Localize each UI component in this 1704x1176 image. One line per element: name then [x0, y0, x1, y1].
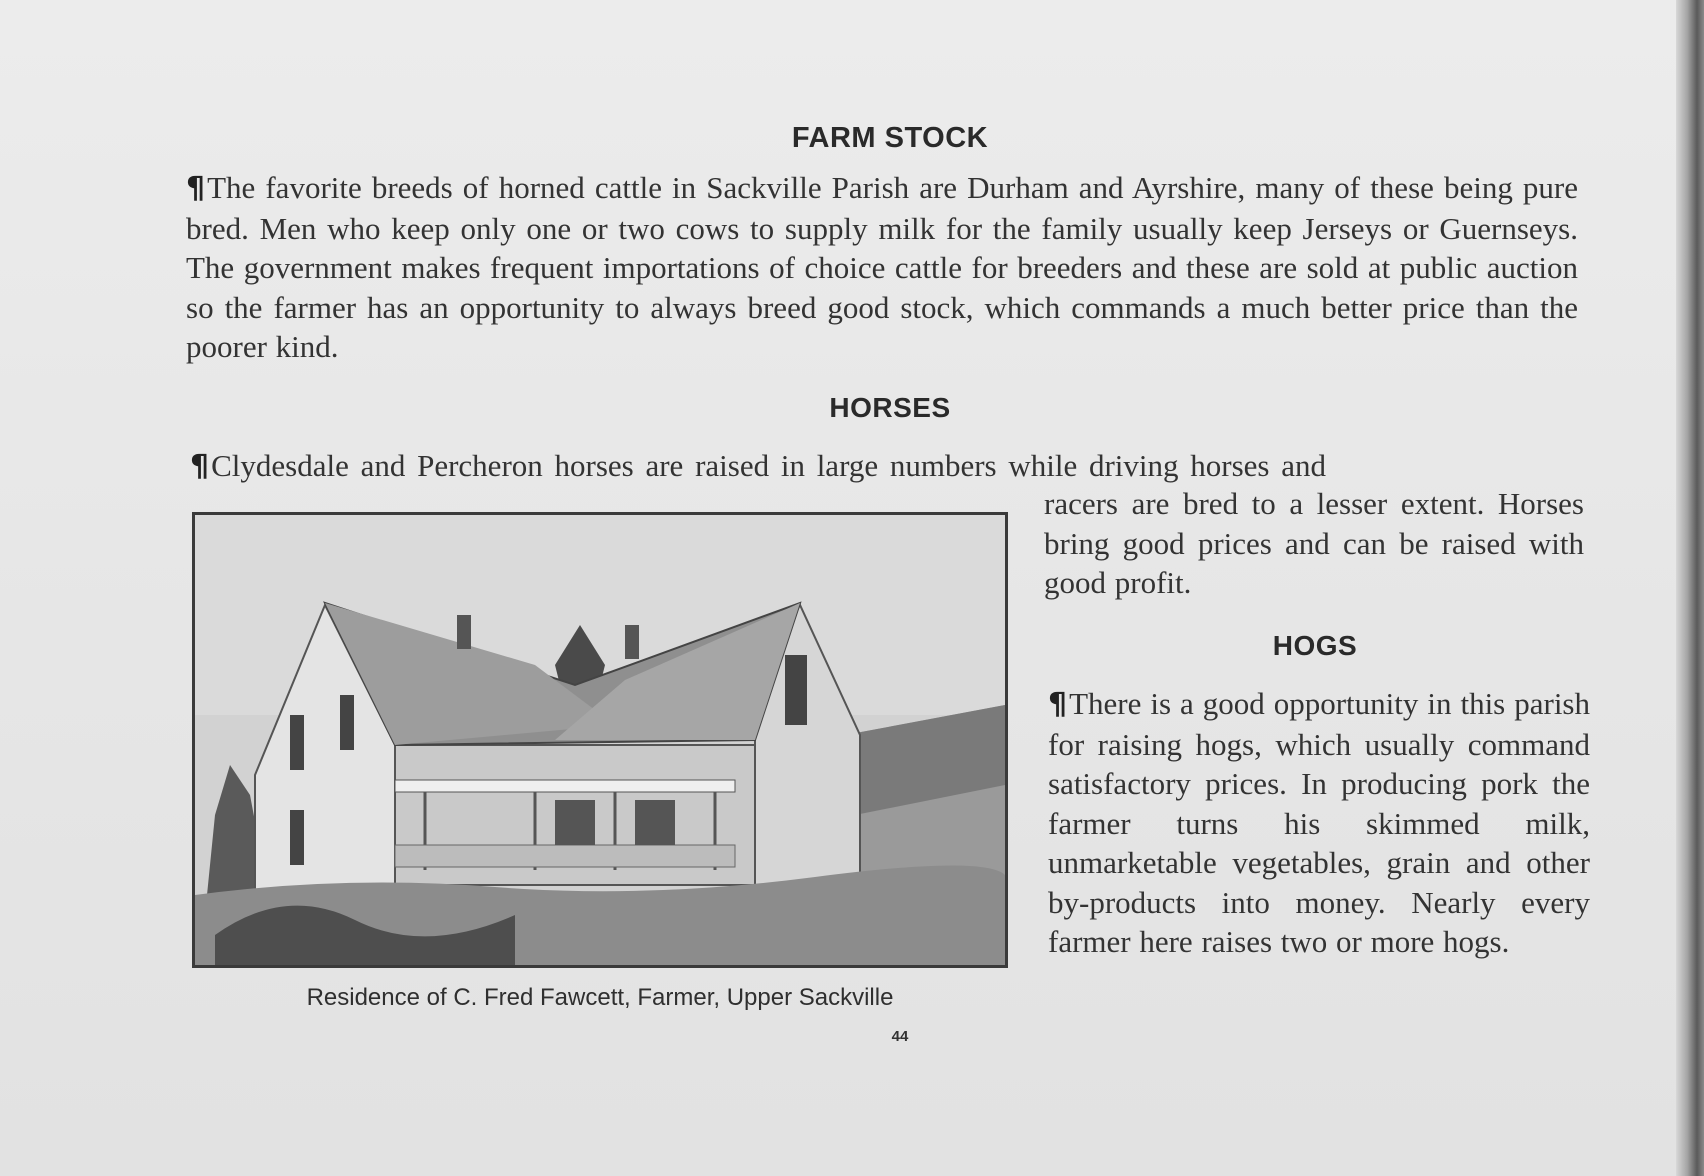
farmhouse-icon — [195, 515, 1005, 965]
farm-stock-heading: FARM STOCK — [791, 122, 989, 154]
hogs-heading: HOGS — [1272, 630, 1358, 661]
horses-paragraph-rest: racers are bred to a lesser extent. Horses bring good prices and can be raised with good profit. — [1044, 486, 1584, 600]
farmhouse-photo — [192, 512, 1008, 968]
hogs-paragraph — [1048, 684, 1590, 962]
pilcrow-icon: ¶ — [186, 171, 206, 206]
pilcrow-icon: ¶ — [1048, 687, 1068, 722]
farm-stock-text: The favorite breeds of horned cattle in Sackville Parish are Durham and Ayrshire, many of these being pure bred. Men who keep only one or two cows to supply milk for the family usually keep Jerseys or Guernseys. The government makes frequent importations of choice cattle for breeders and these are sold at public auction so the farmer has an opportunity to always breed good stock, which commands a much better price than the poorer kind. — [186, 170, 1578, 364]
horses-heading: HORSES — [829, 392, 951, 423]
page-edge-shadow — [1676, 0, 1704, 1176]
page-number: 44 — [891, 1028, 909, 1045]
horses-first-line — [190, 446, 1582, 487]
horses-text-first: Clydesdale and Percheron horses are raised in large numbers while driving horses and — [211, 448, 1326, 483]
pilcrow-icon: ¶ — [190, 449, 210, 484]
hogs-text: There is a good opportunity in this parish for raising hogs, which usually command satisfactory prices. In producing pork the farmer turns his skimmed milk, unmarketable vegetables, grain and other by-products into money. Nearly every farmer here raises two or more hogs. — [1048, 686, 1590, 959]
photo-caption: Residence of C. Fred Fawcett, Farmer, Upper Sackville — [306, 984, 894, 1011]
farm-stock-paragraph — [186, 168, 1578, 367]
